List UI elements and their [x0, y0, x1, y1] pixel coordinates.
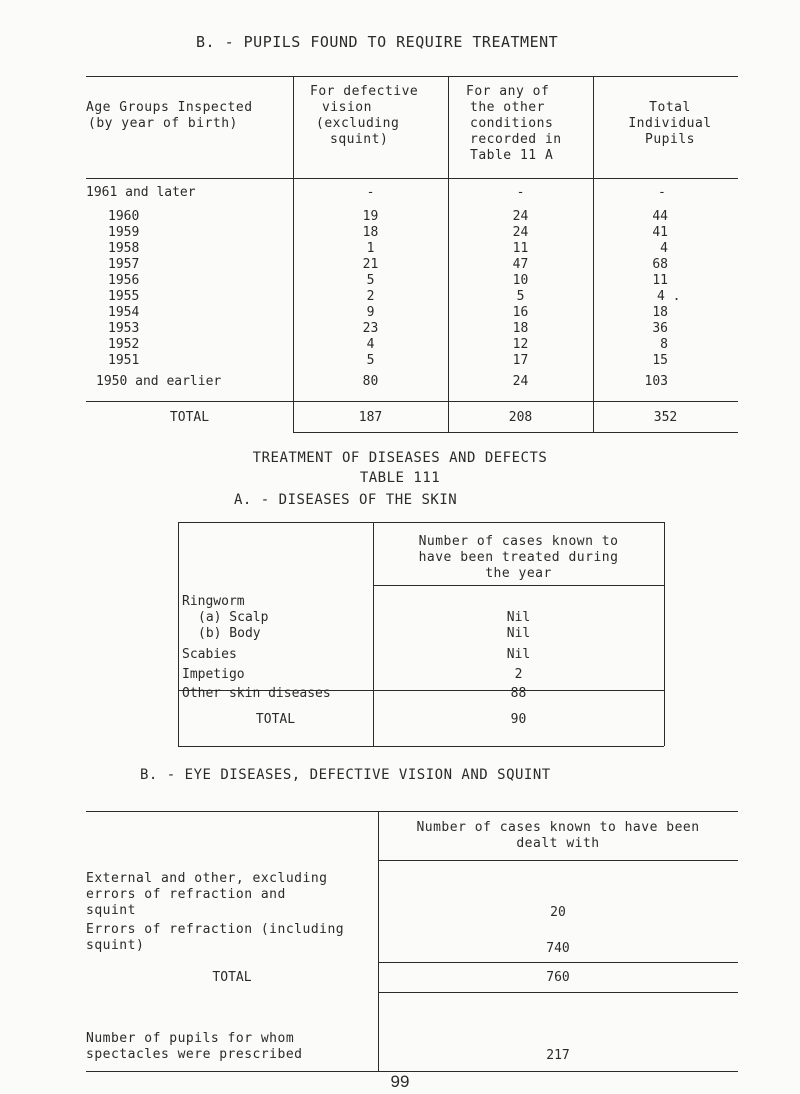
header-line: dealt with: [516, 836, 600, 851]
table2-top-rule: [178, 522, 664, 523]
table1-row-other: 24: [512, 225, 529, 240]
table2-bottom-rule: [178, 746, 664, 747]
table2-right-border: [664, 522, 665, 746]
header-line: have been treated during: [418, 550, 619, 565]
header-line: Age Groups Inspected: [86, 100, 253, 115]
table-label: TABLE 111: [359, 470, 441, 486]
header-line: Individual: [628, 116, 712, 131]
table1-row-defective: 5: [366, 353, 375, 368]
section-subheading: A. - DISEASES OF THE SKIN: [234, 492, 458, 508]
label-line: squint): [86, 938, 145, 953]
table2-row-value: 88: [510, 686, 527, 701]
table1-row-defective: 1: [366, 241, 375, 256]
table1-row-other: 47: [512, 257, 529, 272]
table1-total-label: TOTAL: [169, 410, 210, 425]
table1-row-year: 1952: [108, 337, 140, 352]
table1-header-age: [86, 100, 286, 132]
table1-total-rule: [86, 401, 738, 402]
table1-row-year: 1959: [108, 225, 140, 240]
table3-total-label: TOTAL: [212, 970, 252, 985]
section-heading: TREATMENT OF DISEASES AND DEFECTS: [252, 450, 548, 466]
table1-header-rule: [86, 178, 738, 179]
table1-row-total: 8: [660, 337, 668, 352]
table2-total-value: 90: [510, 712, 527, 727]
label-line: errors of refraction and: [86, 887, 286, 902]
table2-row-label: Other skin diseases: [182, 686, 331, 701]
table1-row-year: 1951: [108, 353, 140, 368]
table1-row-other: 5: [516, 289, 525, 304]
table2-row-label: (a) Scalp: [198, 610, 269, 625]
table2-row-value: Nil: [506, 647, 531, 662]
header-line: For any of: [466, 84, 550, 99]
table1-row-defective: -: [366, 185, 375, 200]
header-line: the other: [470, 100, 545, 115]
label-line: spectacles were prescribed: [86, 1047, 303, 1062]
table3-row-label: [86, 922, 376, 954]
table2-row-label: Scabies: [182, 647, 237, 662]
table2-row-value: Nil: [506, 610, 531, 625]
table3-row-value: 217: [546, 1048, 570, 1063]
table1-row-year: 1957: [108, 257, 140, 272]
table1-total-defective: 187: [358, 410, 383, 425]
table3-total-value: 760: [546, 970, 570, 985]
table1-header-defective: [310, 84, 440, 148]
table1-row-total: 4: [660, 241, 668, 256]
table1-title: B. - PUPILS FOUND TO REQUIRE TREATMENT: [196, 33, 559, 51]
table2-total-label: TOTAL: [255, 712, 296, 727]
table1-row-total: 11: [652, 273, 668, 288]
table1-total-total: 352: [653, 410, 678, 425]
table1-row-other: 18: [512, 321, 529, 336]
table1-row-other: 10: [512, 273, 529, 288]
table1-row-total: 15: [652, 353, 668, 368]
table2-row-label: (b) Body: [198, 626, 261, 641]
table1-bottom-rule: [293, 432, 738, 433]
table3-header: [378, 820, 738, 852]
table3-row-label: [86, 871, 376, 919]
table1-row-other: -: [516, 185, 525, 200]
table1-top-rule: [86, 76, 738, 77]
table1-row-other: 17: [512, 353, 529, 368]
table1-row-total: 18: [652, 305, 668, 320]
header-line: vision: [322, 100, 372, 115]
table3-row-value: 20: [550, 905, 566, 920]
table1-row-defective: 19: [362, 209, 379, 224]
label-line: Number of pupils for whom: [86, 1031, 295, 1046]
table1-row-year: 1954: [108, 305, 140, 320]
table1-row-total: 44: [652, 209, 668, 224]
table1-row-defective: 2: [366, 289, 375, 304]
header-line: For defective: [310, 84, 419, 99]
header-line: (excluding: [316, 116, 400, 131]
table3-rule-3: [378, 992, 738, 993]
page-number: 99: [390, 1072, 410, 1091]
table1-row-total: 41: [652, 225, 668, 240]
table1-row-other: 24: [512, 374, 529, 389]
table1-col-divider-3: [593, 76, 594, 433]
table1-row-total: 103: [644, 374, 668, 389]
table1-row-defective: 9: [366, 305, 375, 320]
header-line: recorded in: [470, 132, 562, 147]
header-line: Number of cases known to: [418, 534, 619, 549]
table1-header-total: [600, 100, 740, 148]
header-line: Total: [649, 100, 691, 115]
table1-row-total: 68: [652, 257, 668, 272]
table1-row-year: 1953: [108, 321, 140, 336]
table1-row-other: 12: [512, 337, 529, 352]
table1-row-total: -: [658, 185, 666, 200]
table1-row-other: 24: [512, 209, 529, 224]
header-line: Pupils: [645, 132, 695, 147]
table1-row-defective: 5: [366, 273, 375, 288]
table1-row-other: 11: [512, 241, 529, 256]
table1-total-other: 208: [508, 410, 533, 425]
table1-row-defective: 23: [362, 321, 379, 336]
table1-header-other: [466, 84, 591, 164]
table1-row-year: 1956: [108, 273, 140, 288]
table1-row-year: 1955: [108, 289, 140, 304]
table2-header: [373, 534, 664, 582]
label-line: External and other, excluding: [86, 871, 328, 886]
table1-row-year: 1960: [108, 209, 140, 224]
table3-rule-2: [378, 962, 738, 963]
table3-title: B. - EYE DISEASES, DEFECTIVE VISION AND SQUINT: [140, 767, 551, 783]
table1-row-defective: 4: [366, 337, 375, 352]
table1-row-defective: 18: [362, 225, 379, 240]
label-line: Errors of refraction (including: [86, 922, 345, 937]
table1-row-year: 1950 and earlier: [96, 374, 222, 389]
table1-row-other: 16: [512, 305, 529, 320]
header-line: Number of cases known to have been: [416, 820, 700, 835]
table1-row-total: 4 .: [657, 289, 681, 304]
table2-row-value: 2: [514, 667, 523, 682]
header-line: the year: [485, 566, 552, 581]
header-line: squint): [330, 132, 389, 147]
table1-row-year: 1961 and later: [86, 185, 196, 200]
header-line: Table 11 A: [470, 148, 554, 163]
table3-row-value: 740: [546, 941, 570, 956]
table2-header-rule: [373, 585, 664, 586]
table2-row-value: Nil: [506, 626, 531, 641]
header-line: (by year of birth): [88, 116, 238, 131]
table1-row-defective: 80: [362, 374, 379, 389]
table3-top-rule: [86, 811, 738, 812]
table1-row-total: 36: [652, 321, 668, 336]
table2-row-label: Ringworm: [182, 594, 245, 609]
table1-row-defective: 21: [362, 257, 379, 272]
table3-header-rule: [378, 860, 738, 861]
table1-row-year: 1958: [108, 241, 140, 256]
table2-row-label: Impetigo: [182, 667, 245, 682]
table3-row-label: [86, 1031, 376, 1063]
label-line: squint: [86, 903, 136, 918]
header-line: conditions: [470, 116, 554, 131]
